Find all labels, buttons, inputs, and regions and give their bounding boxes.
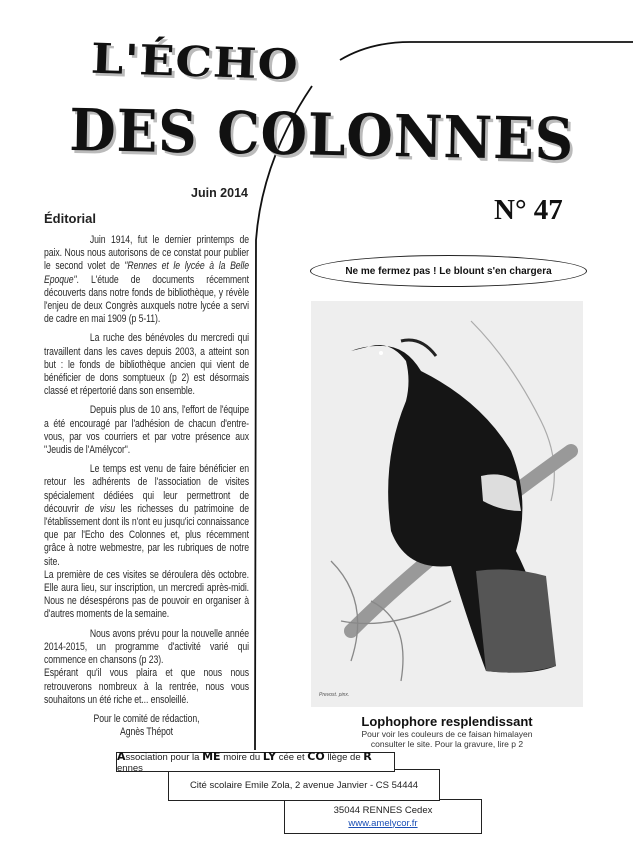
paragraph: La première de ces visites se déroulera dès octobre. Elle aura lieu, sur inscription, un mercredi après-midi. Nous ne désespérons pas de pouvoir en organiser à d'autres moments de la semaine. [44,568,249,621]
paragraph: Juin 1914, fut le dernier printemps de paix. Nous nous autorisons de ce constat pour publier le second volet de "Rennes et le lycée à la Belle Epoque". L'étude de documents récemment découverts dans notre fonds de bibliothèque, y révèle l'enjeu de deux Congrès auxquels notre lycée a servi de cadre en mai 1909 (p 5-11). [44,234,249,326]
paragraph: La ruche des bénévoles du mercredi qui travaillent dans les caves depuis 2003, a atteint son but : le fonds de bibliothèque ancien qui vient de bénéficier de dons somptueux (p 2) est désormais classé et répertorié dans son ensemble. [44,332,249,398]
acronym-letter: R [363,750,372,763]
acronym-letter: LY [262,750,277,763]
association-name-box [116,752,395,772]
masthead-line1: L'ÉCHO [90,34,300,90]
acronym-word-rest: ennes [117,763,143,774]
banner-oval: Ne me fermez pas ! Le blount s'en chargera [310,255,587,287]
paragraph: Le temps est venu de faire bénéficier en retour les adhérents de l'association de visites spécialement dédiées qui leur permettront de découvrir de visu les richesses du patrimoine de l'établissement dont ils n'ont eu jusqu'ici connaissance que par l'Echo des Colonnes et, plus récemment grâce à notre webmestre, par les rubriques de notre site. [44,463,249,568]
signature-name: Agnès Thépot [120,726,173,739]
paragraph: Depuis plus de 10 ans, l'effort de l'équipe a été encouragé par l'adhésion de chacun d'entre-vous, par vos courriers et par votre présence aux "Jeudis de l'Amélycor". [44,404,249,457]
acronym-letter: CO [307,750,325,763]
address: Cité scolaire Emile Zola, 2 avenue Janvier - CS 54444 [189,779,419,791]
issue-number: N° 47 [494,194,563,226]
bird-engraving-image [311,301,583,707]
signature-line: Pour le comité de rédaction, [93,712,200,725]
issue-date: Juin 2014 [191,186,248,200]
caption-title: Lophophore resplendissant [361,714,533,729]
paragraph: Nous avons prévu pour la nouvelle année 2014-2015, un programme d'activité varié qui commence en chansons (p 23). [44,627,249,667]
association-name [117,750,394,774]
engraver-signature: Prevost. pinx. [319,692,350,698]
acronym-word-rest: moire du [220,752,263,763]
caption-subtitle: Pour voir les couleurs de ce faisan himalayen consulter le site. Pour la gravure, lire p 2 [361,729,533,749]
masthead-line2: DES COLONNES [68,96,575,174]
acronym-word-rest: cée et [276,752,308,763]
acronym-letter: ME [202,750,221,763]
acronym-word-rest: ssociation pour la [125,752,203,763]
city-box [284,799,482,834]
bird-illustration [311,301,583,707]
editorial-body [44,234,249,739]
acronym-letter: A [117,750,126,763]
website-link[interactable]: www.amelycor.fr [348,817,418,829]
city: 35044 RENNES Cedex [333,804,433,816]
editorial-heading: Éditorial [44,211,97,226]
paragraph: Espérant qu'il vous plaira et que nous nous retrouverons nombreux à la rentrée, nous vous souhaitons un été riche et... ensoleillé. [44,667,249,706]
acronym-word-rest: llège de [324,752,364,763]
